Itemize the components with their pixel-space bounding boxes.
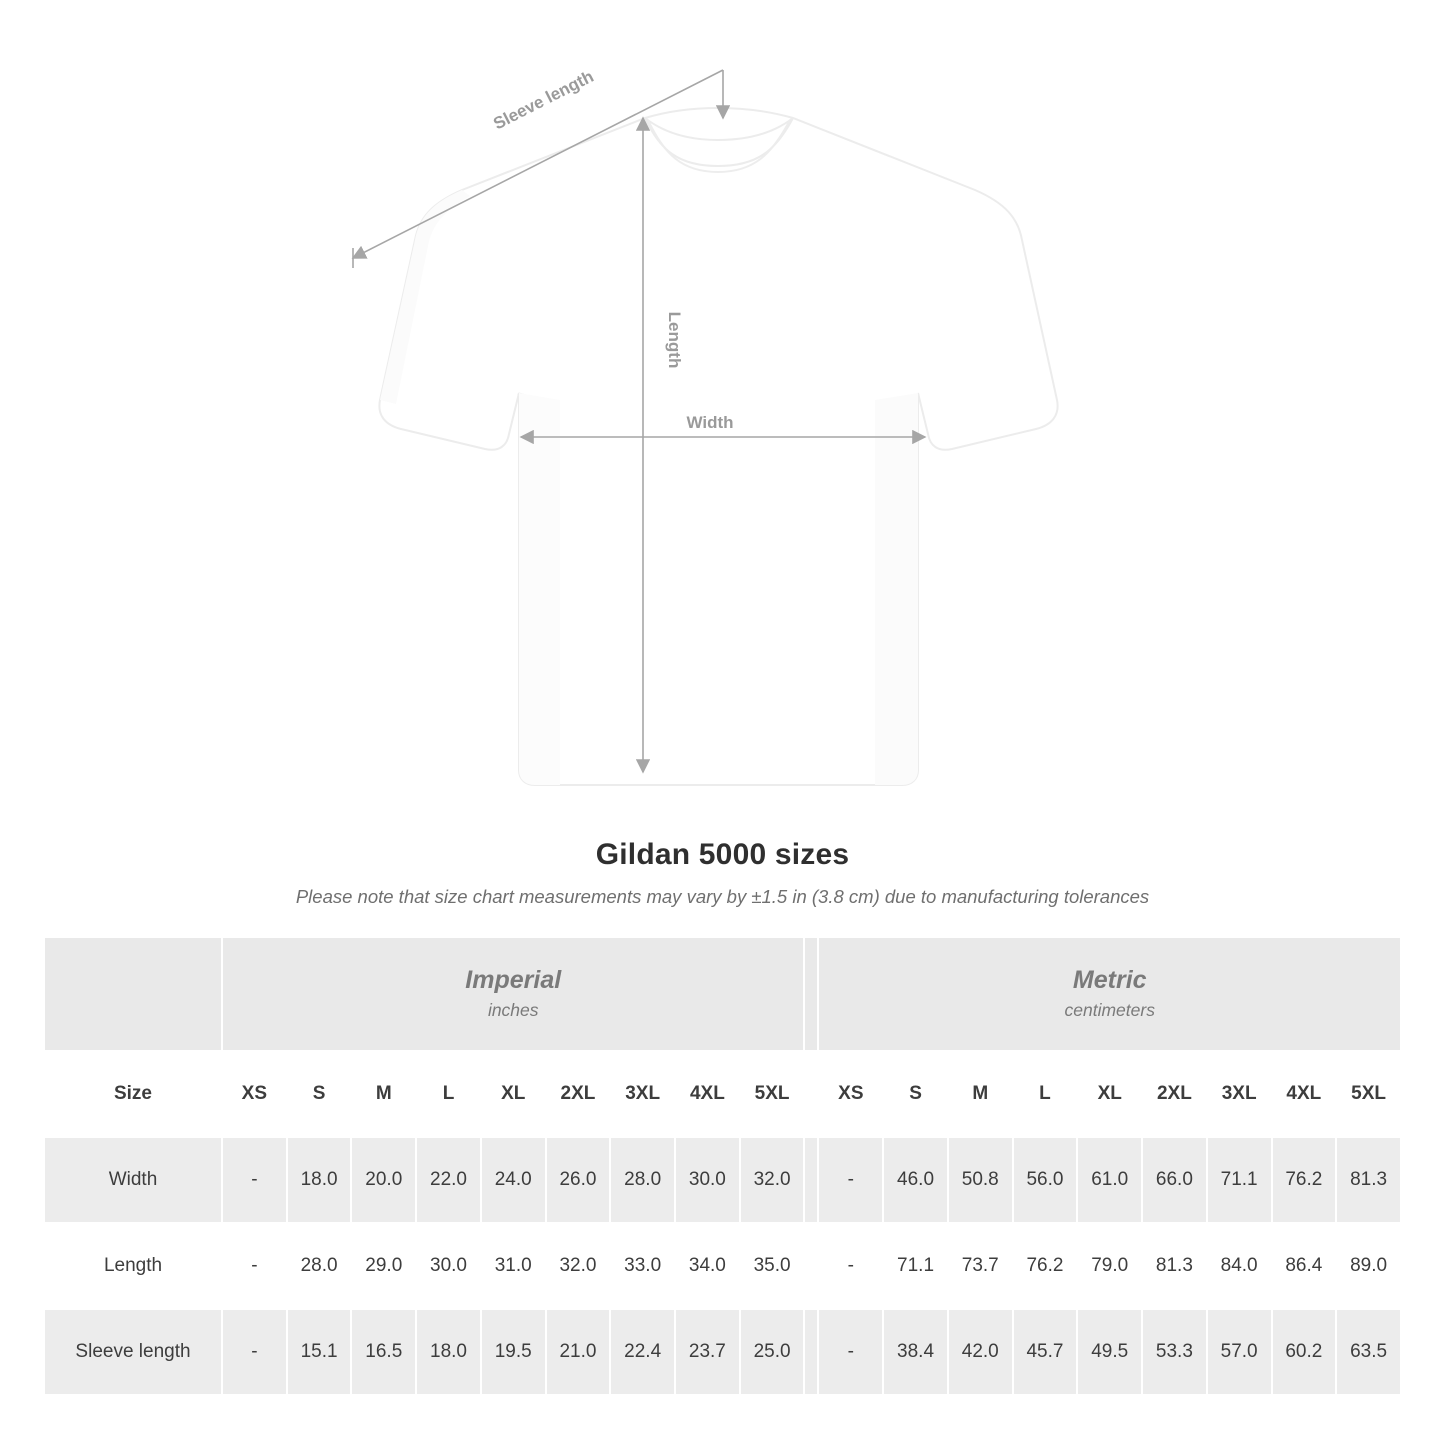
unit-name-metric: Metric <box>1072 965 1147 994</box>
cell-width-met-xl: 61.0 <box>1077 1137 1142 1223</box>
table-row <box>44 1223 1401 1309</box>
cell-width-gap <box>804 1137 818 1223</box>
cell-length-imp-5xl: 35.0 <box>740 1223 805 1309</box>
unit-sub-metric: centimeters <box>1064 1000 1155 1021</box>
row-label-sleeve-length: Sleeve length <box>44 1309 222 1395</box>
unit-header-metric <box>818 937 1401 1051</box>
cell-length-met-m: 73.7 <box>948 1223 1013 1309</box>
cell-sleeve-met-4xl: 60.2 <box>1272 1309 1337 1395</box>
length-label: Length <box>665 311 684 369</box>
cell-width-met-xs: - <box>818 1137 883 1223</box>
cell-sleeve-met-l: 45.7 <box>1013 1309 1078 1395</box>
size-col-imp-l: L <box>416 1051 481 1137</box>
row-header-size: Size <box>44 1051 222 1137</box>
tshirt-shape <box>379 108 1057 785</box>
size-header-row <box>44 1051 1401 1137</box>
cell-sleeve-imp-xs: - <box>222 1309 287 1395</box>
cell-length-met-2xl: 81.3 <box>1142 1223 1207 1309</box>
unit-header-imperial <box>222 937 804 1051</box>
cell-length-met-5xl: 89.0 <box>1336 1223 1401 1309</box>
unit-header-spacer <box>44 937 222 1051</box>
size-col-imp-xl: XL <box>481 1051 546 1137</box>
cell-width-imp-4xl: 30.0 <box>675 1137 740 1223</box>
cell-width-imp-xs: - <box>222 1137 287 1223</box>
sleeve-length-label: Sleeve length <box>490 66 597 134</box>
size-col-met-xl: XL <box>1077 1051 1142 1137</box>
size-col-imp-2xl: 2XL <box>546 1051 611 1137</box>
size-col-met-l: L <box>1013 1051 1078 1137</box>
unit-header-gap <box>804 937 818 1051</box>
cell-sleeve-imp-5xl: 25.0 <box>740 1309 805 1395</box>
unit-sub-imperial: inches <box>487 1000 539 1021</box>
cell-width-met-4xl: 76.2 <box>1272 1137 1337 1223</box>
tolerance-note: Please note that size chart measurements may vary by ±1.5 in (3.8 cm) due to manufacturing tolerances <box>295 886 1150 907</box>
cell-sleeve-gap <box>804 1309 818 1395</box>
cell-sleeve-imp-l: 18.0 <box>416 1309 481 1395</box>
cell-sleeve-imp-3xl: 22.4 <box>610 1309 675 1395</box>
cell-sleeve-met-s: 38.4 <box>883 1309 948 1395</box>
cell-width-imp-m: 20.0 <box>351 1137 416 1223</box>
size-col-imp-s: S <box>287 1051 352 1137</box>
size-col-imp-xs: XS <box>222 1051 287 1137</box>
cell-width-imp-2xl: 26.0 <box>546 1137 611 1223</box>
cell-length-met-xl: 79.0 <box>1077 1223 1142 1309</box>
cell-width-met-3xl: 71.1 <box>1207 1137 1272 1223</box>
size-col-met-s: S <box>883 1051 948 1137</box>
row-label-width: Width <box>44 1137 222 1223</box>
size-col-imp-4xl: 4XL <box>675 1051 740 1137</box>
cell-length-imp-s: 28.0 <box>287 1223 352 1309</box>
cell-width-met-m: 50.8 <box>948 1137 1013 1223</box>
size-col-imp-m: M <box>351 1051 416 1137</box>
cell-sleeve-imp-4xl: 23.7 <box>675 1309 740 1395</box>
cell-length-met-3xl: 84.0 <box>1207 1223 1272 1309</box>
cell-length-imp-l: 30.0 <box>416 1223 481 1309</box>
cell-length-imp-xs: - <box>222 1223 287 1309</box>
cell-length-imp-m: 29.0 <box>351 1223 416 1309</box>
cell-width-met-5xl: 81.3 <box>1336 1137 1401 1223</box>
cell-width-imp-5xl: 32.0 <box>740 1137 805 1223</box>
cell-width-imp-xl: 24.0 <box>481 1137 546 1223</box>
cell-length-met-4xl: 86.4 <box>1272 1223 1337 1309</box>
size-col-imp-5xl: 5XL <box>740 1051 805 1137</box>
cell-length-imp-xl: 31.0 <box>481 1223 546 1309</box>
size-col-met-5xl: 5XL <box>1336 1051 1401 1137</box>
cell-sleeve-imp-xl: 19.5 <box>481 1309 546 1395</box>
cell-sleeve-imp-m: 16.5 <box>351 1309 416 1395</box>
cell-width-met-s: 46.0 <box>883 1137 948 1223</box>
cell-sleeve-met-xl: 49.5 <box>1077 1309 1142 1395</box>
size-table-wrapper <box>43 936 1402 1396</box>
cell-length-met-s: 71.1 <box>883 1223 948 1309</box>
width-label: Width <box>686 413 734 432</box>
cell-sleeve-met-5xl: 63.5 <box>1336 1309 1401 1395</box>
unit-header-row <box>44 937 1401 1051</box>
cell-sleeve-met-3xl: 57.0 <box>1207 1309 1272 1395</box>
cell-width-imp-s: 18.0 <box>287 1137 352 1223</box>
cell-width-imp-l: 22.0 <box>416 1137 481 1223</box>
size-col-met-4xl: 4XL <box>1272 1051 1337 1137</box>
cell-width-met-2xl: 66.0 <box>1142 1137 1207 1223</box>
cell-length-imp-3xl: 33.0 <box>610 1223 675 1309</box>
unit-name-imperial: Imperial <box>465 965 562 994</box>
cell-sleeve-met-m: 42.0 <box>948 1309 1013 1395</box>
cell-sleeve-imp-2xl: 21.0 <box>546 1309 611 1395</box>
size-table <box>43 936 1402 1396</box>
cell-width-imp-3xl: 28.0 <box>610 1137 675 1223</box>
cell-length-imp-2xl: 32.0 <box>546 1223 611 1309</box>
size-col-imp-3xl: 3XL <box>610 1051 675 1137</box>
size-col-gap <box>804 1051 818 1137</box>
size-col-met-2xl: 2XL <box>1142 1051 1207 1137</box>
cell-length-imp-4xl: 34.0 <box>675 1223 740 1309</box>
cell-length-met-xs: - <box>818 1223 883 1309</box>
cell-length-met-l: 76.2 <box>1013 1223 1078 1309</box>
cell-width-met-l: 56.0 <box>1013 1137 1078 1223</box>
table-row <box>44 1309 1401 1395</box>
cell-sleeve-met-xs: - <box>818 1309 883 1395</box>
row-label-length: Length <box>44 1223 222 1309</box>
size-col-met-xs: XS <box>818 1051 883 1137</box>
size-col-met-m: M <box>948 1051 1013 1137</box>
table-row <box>44 1137 1401 1223</box>
page-title: Gildan 5000 sizes <box>595 838 850 871</box>
cell-sleeve-imp-s: 15.1 <box>287 1309 352 1395</box>
cell-length-gap <box>804 1223 818 1309</box>
size-col-met-3xl: 3XL <box>1207 1051 1272 1137</box>
title-block <box>0 838 1445 908</box>
cell-sleeve-met-2xl: 53.3 <box>1142 1309 1207 1395</box>
